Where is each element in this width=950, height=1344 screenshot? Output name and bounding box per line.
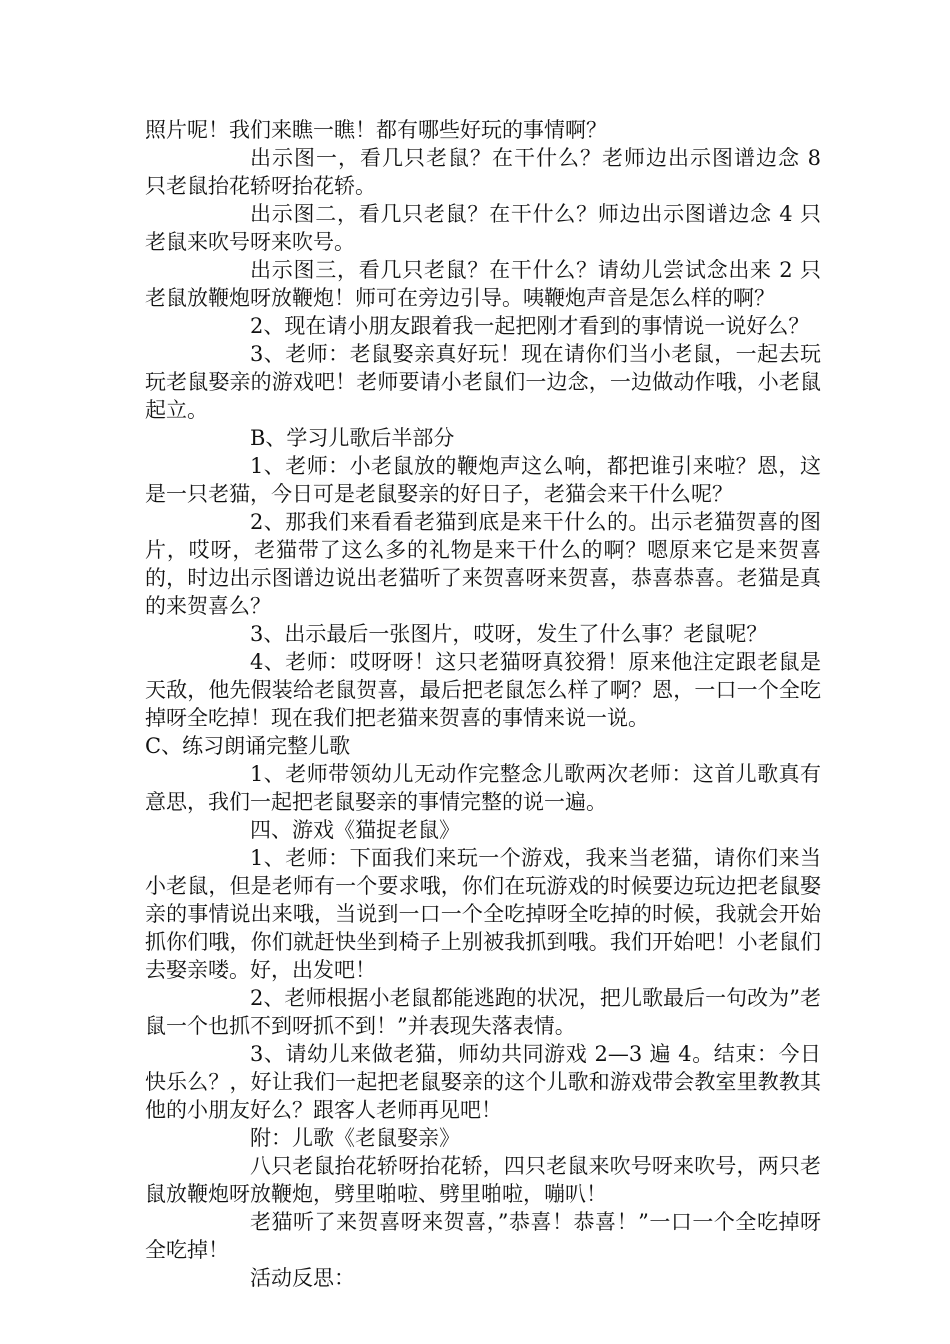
section-heading: 活动反思： bbox=[250, 1266, 355, 1290]
paragraph: 3、老师：老鼠娶亲真好玩！现在请你们当小老鼠，一起去玩玩老鼠娶亲的游戏吧！老师要请小老鼠们一边念，一边做动作哦，小老鼠起立。 bbox=[145, 342, 821, 422]
paragraph: 3、请幼儿来做老猫，师幼共同游戏 2—3 遍 4。结束：今日快乐么？，好让我们一起把老鼠娶亲的这个儿歌和游戏带会教室里教教其他的小朋友好么？跟客人老师再见吧！ bbox=[145, 1042, 821, 1122]
paragraph: 3、出示最后一张图片，哎呀，发生了什么事？老鼠呢？ bbox=[250, 622, 768, 646]
paragraph: 出示图三，看几只老鼠？在干什么？请幼儿尝试念出来 2 只老鼠放鞭炮呀放鞭炮！师可在旁边引导。咦鞭炮声音是怎么样的啊？ bbox=[145, 258, 821, 310]
paragraph: 照片呢！我们来瞧一瞧！都有哪些好玩的事情啊？ bbox=[145, 118, 607, 142]
document-body bbox=[145, 116, 821, 1292]
paragraph: 2、现在请小朋友跟着我一起把刚才看到的事情说一说好么？ bbox=[250, 314, 810, 338]
section-heading: B、学习儿歌后半部分 bbox=[250, 426, 455, 450]
section-heading: 附：儿歌《老鼠娶亲》 bbox=[250, 1126, 460, 1150]
nursery-rhyme-verse: 八只老鼠抬花轿呀抬花轿，四只老鼠来吹号呀来吹号，两只老鼠放鞭炮呀放鞭炮，劈里啪啦、劈里啪啦，嘣叭！ bbox=[145, 1154, 821, 1206]
paragraph: 2、老师根据小老鼠都能逃跑的状况，把儿歌最后一句改为”老鼠一个也抓不到呀抓不到！”并表现失落表情。 bbox=[145, 986, 821, 1038]
paragraph: 1、老师：小老鼠放的鞭炮声这么响，都把谁引来啦？恩，这是一只老猫，今日可是老鼠娶亲的好日子，老猫会来干什么呢？ bbox=[145, 454, 821, 506]
section-heading: C、练习朗诵完整儿歌 bbox=[145, 734, 351, 758]
paragraph: 4、老师：哎呀呀！这只老猫呀真狡猾！原来他注定跟老鼠是天敌，他先假装给老鼠贺喜，最后把老鼠怎么样了啊？恩，一口一个全吃掉呀全吃掉！现在我们把老猫来贺喜的事情来说一说。 bbox=[145, 650, 821, 730]
nursery-rhyme-verse: 老猫听了来贺喜呀来贺喜，”恭喜！恭喜！”一口一个全吃掉呀全吃掉！ bbox=[145, 1210, 821, 1262]
paragraph: 出示图一，看几只老鼠？在干什么？老师边出示图谱边念 8 只老鼠抬花轿呀抬花轿。 bbox=[145, 146, 821, 198]
paragraph: 出示图二，看几只老鼠？在干什么？师边出示图谱边念 4 只老鼠来吹号呀来吹号。 bbox=[145, 202, 821, 254]
section-heading: 四、游戏《猫捉老鼠》 bbox=[250, 818, 460, 842]
paragraph: 1、老师带领幼儿无动作完整念儿歌两次老师：这首儿歌真有意思，我们一起把老鼠娶亲的事情完整的说一遍。 bbox=[145, 762, 821, 814]
paragraph: 1、老师：下面我们来玩一个游戏，我来当老猫，请你们来当小老鼠，但是老师有一个要求哦，你们在玩游戏的时候要边玩边把老鼠娶亲的事情说出来哦，当说到一口一个全吃掉呀全吃掉的时候，我就会开始抓你们哦，你们就赶快坐到椅子上别被我抓到哦。我们开始吧！小老鼠们去娶亲喽。好，出发吧！ bbox=[145, 846, 821, 982]
paragraph: 2、那我们来看看老猫到底是来干什么的。出示老猫贺喜的图片，哎呀，老猫带了这么多的礼物是来干什么的啊？嗯原来它是来贺喜的，时边出示图谱边说出老猫听了来贺喜呀来贺喜，恭喜恭喜。老猫是真的来贺喜么？ bbox=[145, 510, 821, 618]
